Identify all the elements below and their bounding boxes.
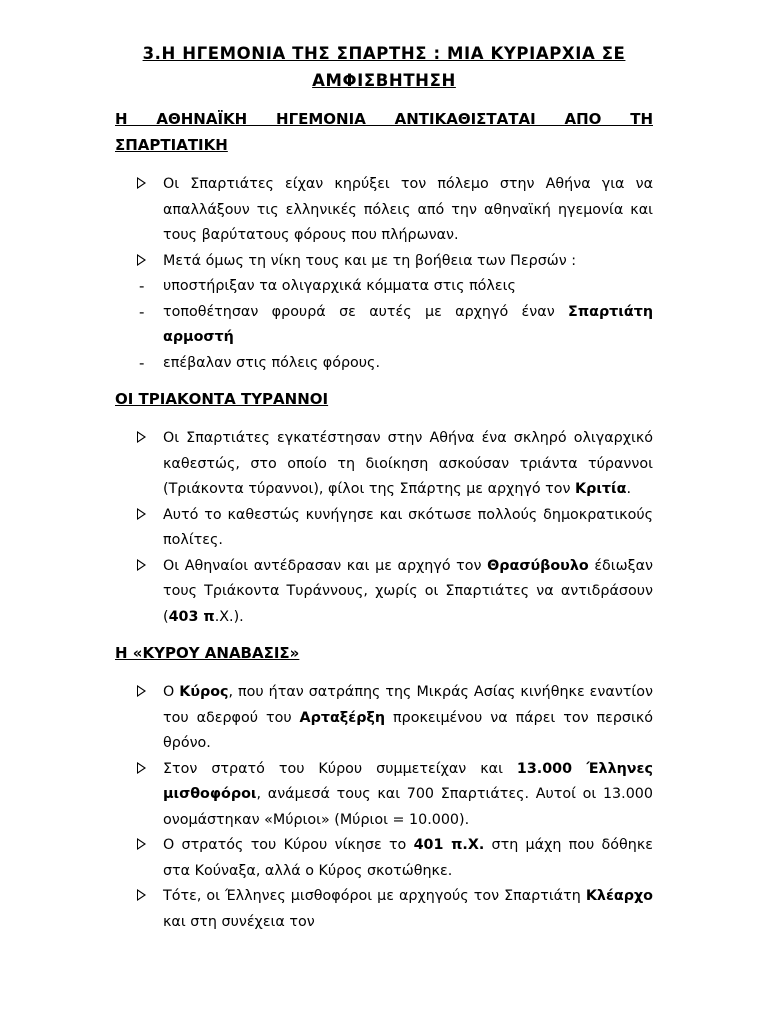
document-body xyxy=(115,106,653,935)
bullet-list xyxy=(115,172,653,376)
bold-term: Αρταξέρξη xyxy=(299,709,386,726)
arrow-bullet-icon xyxy=(137,757,146,783)
list-item xyxy=(115,351,653,377)
item-text: Μετά όμως τη νίκη τους και με τη βοήθεια των Περσών : xyxy=(163,252,577,269)
arrow-bullet-icon xyxy=(137,554,146,580)
bold-term: Θρασύβουλο xyxy=(487,557,589,574)
list-item xyxy=(115,680,653,757)
item-text: Οι Σπαρτιάτες είχαν κηρύξει τον πόλεμο στην Αθήνα για να απαλλάξουν τις ελληνικές πόλεις από την αθηναϊκή ηγεμονία και τους βαρύτατους φόρους που πλήρωναν. xyxy=(163,176,653,243)
item-text: .Χ.). xyxy=(214,608,244,625)
arrow-bullet-icon xyxy=(137,503,146,529)
item-text: και στη συνέχεια τον xyxy=(163,913,315,930)
arrow-bullet-icon xyxy=(137,172,146,198)
item-text: Ο xyxy=(163,684,180,700)
dash-bullet-icon: - xyxy=(139,353,145,372)
item-text: τοποθέτησαν φρουρά σε αυτές με αρχηγό έναν xyxy=(163,303,569,320)
list-item xyxy=(115,426,653,503)
item-text: Οι Αθηναίοι αντέδρασαν και με αρχηγό τον xyxy=(163,557,488,574)
item-text: στη μάχη που δόθηκε στα Κούναξα, αλλά ο Κύρος σκοτώθηκε. xyxy=(163,837,653,879)
list-item xyxy=(115,757,653,834)
dash-bullet-icon: - xyxy=(139,277,145,295)
list-item xyxy=(115,884,653,935)
bold-term: 13.000 Έλληνες μισθοφόροι xyxy=(163,760,653,802)
arrow-bullet-icon xyxy=(137,833,146,859)
arrow-bullet-icon xyxy=(137,680,146,706)
item-text: έδιωξαν τους Τριάκοντα Τυράννους, χωρίς οι Σπαρτιάτες να αντιδράσουν ( xyxy=(163,557,653,625)
bold-term: Κριτία xyxy=(575,481,627,497)
arrow-bullet-icon xyxy=(137,884,146,910)
item-text: . xyxy=(626,481,631,497)
list-item xyxy=(115,274,653,300)
item-text: , που ήταν σατράπης της Μικράς Ασίας κινήθηκε εναντίον του αδερφού του xyxy=(163,684,653,726)
bullet-list xyxy=(115,426,653,630)
bold-term: Κλέαρχο xyxy=(585,888,653,904)
dash-bullet-icon: - xyxy=(139,302,145,321)
list-item xyxy=(115,300,653,351)
arrow-bullet-icon xyxy=(137,249,146,275)
list-item xyxy=(115,172,653,249)
item-text: Ο στρατός του Κύρου νίκησε το xyxy=(163,837,414,853)
item-text: Οι Σπαρτιάτες εγκατέστησαν στην Αθήνα ένα σκληρό ολιγαρχικό καθεστώς, στο οποίο τη διοίκηση ασκούσαν τριάντα τύραννοι (Τριάκοντα τύραννοι), φίλοι της Σπάρτης με αρχηγό τον xyxy=(163,430,653,497)
item-text: Αυτό το καθεστώς κυνήγησε και σκότωσε πολλούς δημοκρατικούς πολίτες. xyxy=(163,506,653,548)
bold-term: Κύρος xyxy=(179,684,229,700)
list-item xyxy=(115,554,653,631)
item-text: Στον στρατό του Κύρου συμμετείχαν και xyxy=(163,760,517,777)
list-item xyxy=(115,249,653,275)
item-text: υποστήριξαν τα ολιγαρχικά κόμματα στις πόλεις xyxy=(163,278,516,294)
document-title: 3.Η ΗΓΕΜΟΝΙΑ ΤΗΣ ΣΠΑΡΤΗΣ : ΜΙΑ ΚΥΡΙΑΡΧΙΑ ΣΕ ΑΜΦΙΣΒΗΤΗΣΗ xyxy=(142,44,626,90)
bold-term: Σπαρτιάτη αρμοστή xyxy=(163,303,653,345)
list-item xyxy=(115,503,653,554)
bold-term: 401 π.Χ. xyxy=(413,837,485,853)
item-text: προκειμένου να πάρει τον περσικό θρόνο. xyxy=(163,709,653,751)
section-heading: Η «ΚΥΡΟΥ ΑΝΑΒΑΣΙΣ» xyxy=(115,644,300,662)
bold-term: 403 π xyxy=(168,608,215,625)
arrow-bullet-icon xyxy=(137,426,146,452)
bullet-list xyxy=(115,680,653,935)
list-item xyxy=(115,833,653,884)
item-text: επέβαλαν στις πόλεις φόρους. xyxy=(163,354,380,371)
item-text: , ανάμεσά τους και 700 Σπαρτιάτες. Αυτοί οι 13.000 ονομάστηκαν «Μύριοι» (Μύριοι = 10.000). xyxy=(163,786,653,828)
section-heading: ΟΙ ΤΡΙΑΚΟΝΤΑ ΤΥΡΑΝΝΟΙ xyxy=(115,390,329,408)
item-text: Τότε, οι Έλληνες μισθοφόροι με αρχηγούς τον Σπαρτιάτη xyxy=(163,888,586,904)
section-heading: Η ΑΘΗΝΑΪΚΗ ΗΓΕΜΟΝΙΑ ΑΝΤΙΚΑΘΙΣΤΑΤΑΙ ΑΠΟ ΤΗ ΣΠΑΡΤΙΑΤΙΚΗ xyxy=(115,110,653,154)
